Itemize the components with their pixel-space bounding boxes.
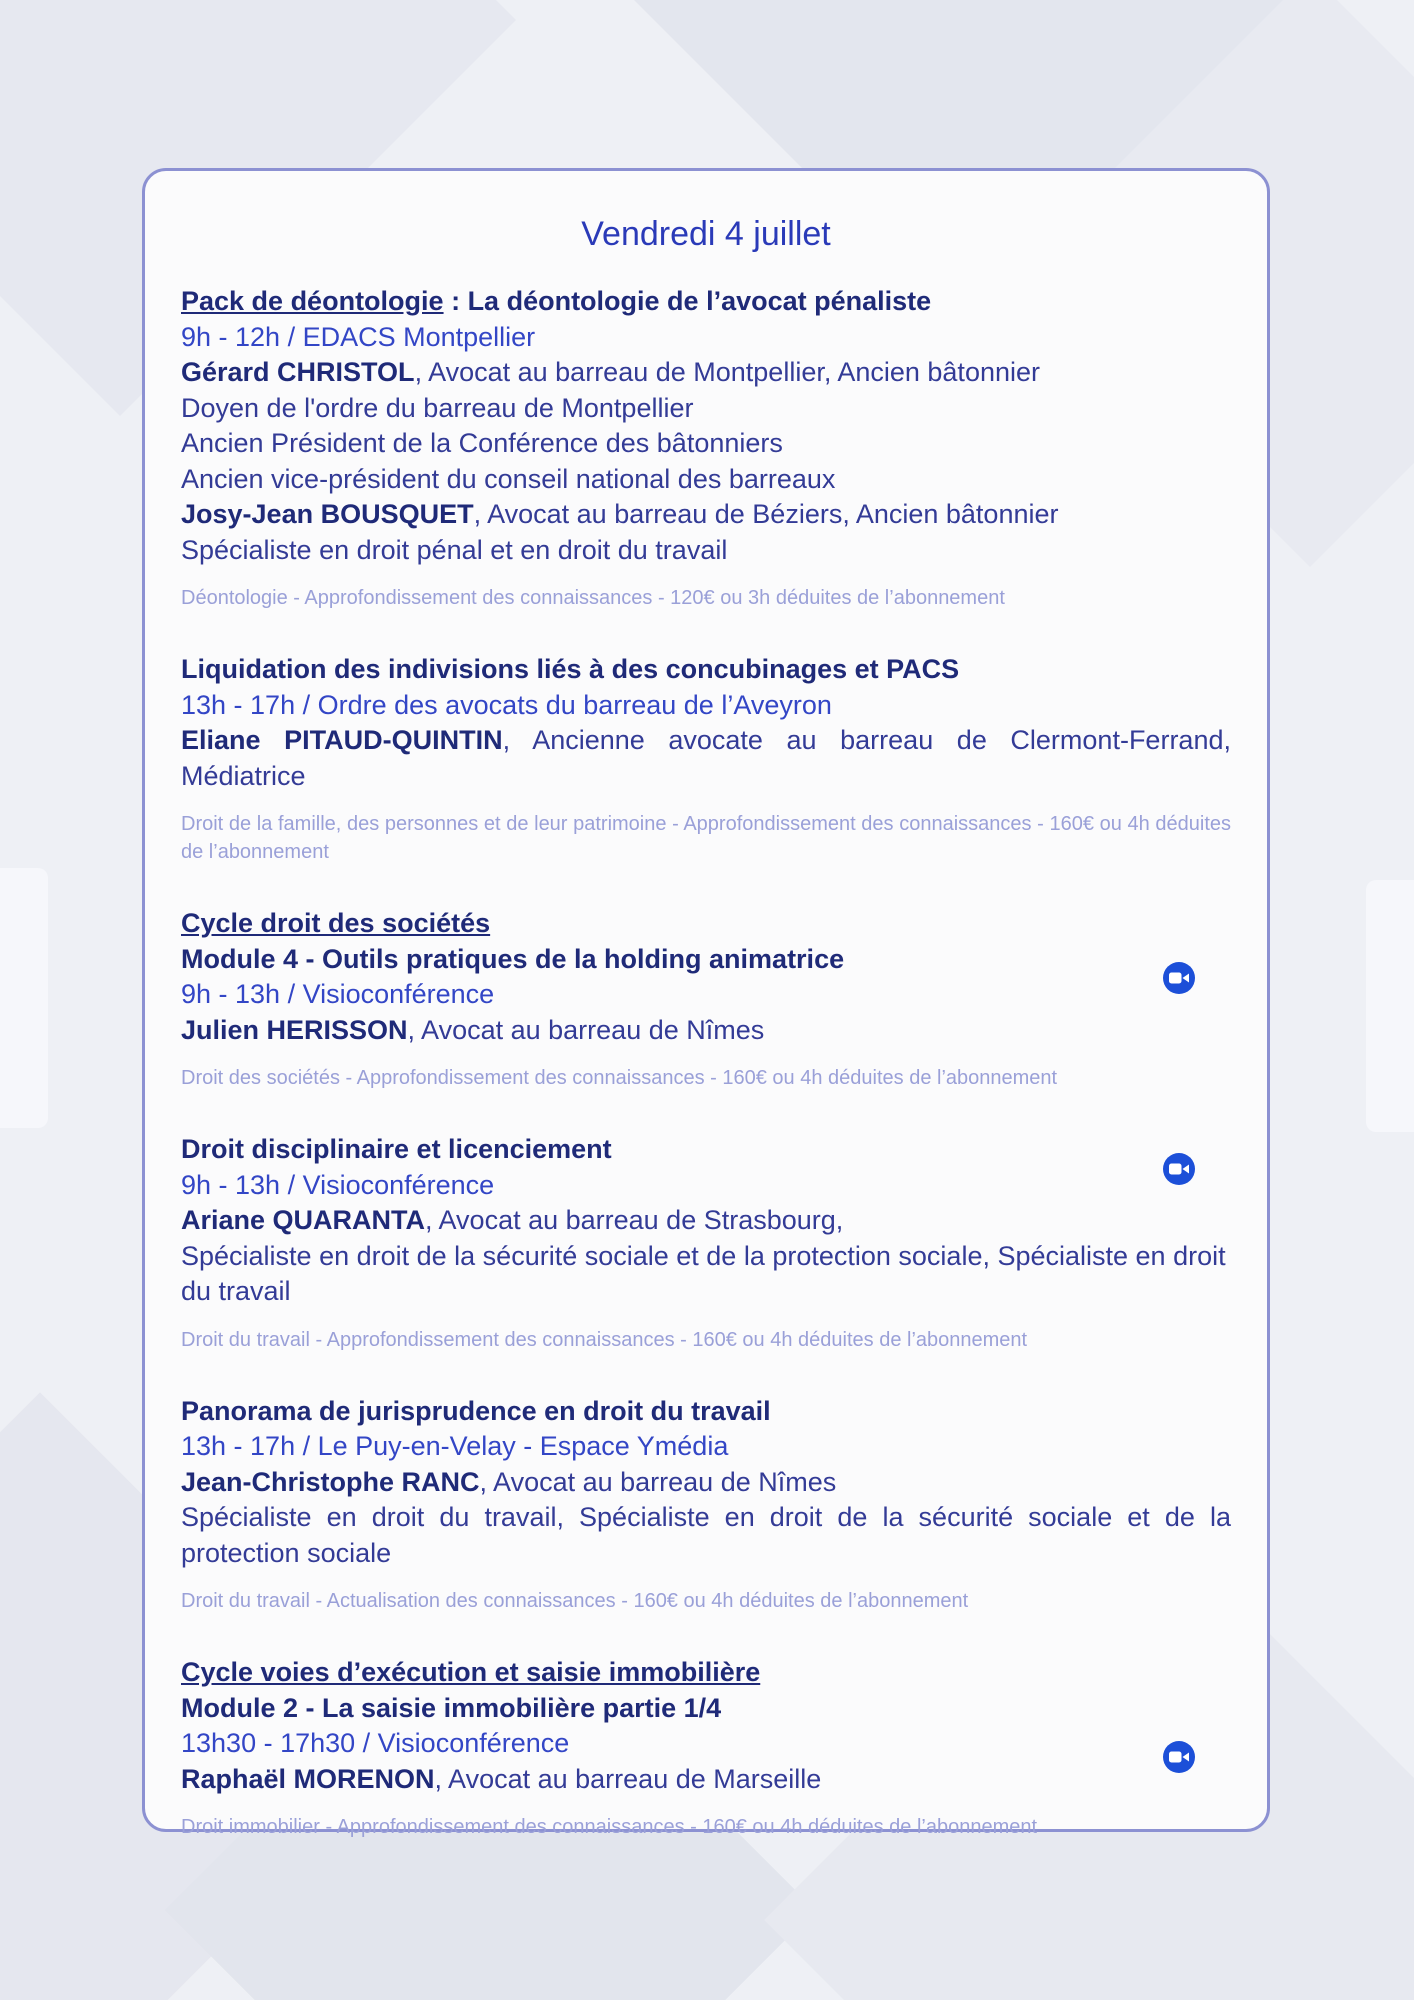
time-place: 9h - 13h / Visioconférence xyxy=(181,1169,495,1200)
session-title: Liquidation des indivisions liés à des concubinages et PACS xyxy=(181,654,960,684)
session-title: Module 2 - La saisie immobilière partie 1/4 xyxy=(181,1692,722,1723)
session-tag: Déontologie - Approfondissement des connaissances - 120€ ou 3h déduites de l’abonnement xyxy=(181,587,1005,609)
session-panorama xyxy=(181,1394,1231,1616)
right-side-tab xyxy=(1366,880,1414,1132)
session-deontologie xyxy=(181,284,1231,612)
time-place: 9h - 13h / Visioconférence xyxy=(181,979,495,1009)
speaker-line xyxy=(181,723,1231,794)
speaker-line xyxy=(181,497,1231,533)
speaker-role: , Avocat au barreau de Marseille xyxy=(434,1763,822,1794)
speaker-detail: Spécialiste en droit pénal et en droit du travail xyxy=(181,534,728,565)
speaker-name: Josy-Jean BOUSQUET xyxy=(181,499,474,529)
session-tag: Droit immobilier - Approfondissement des connaissances - 160€ ou 4h déduites de l’abonnement xyxy=(181,1816,1038,1838)
session-tag: Droit du travail - Approfondissement des connaissances - 160€ ou 4h déduites de l’abonnement xyxy=(181,1328,1028,1351)
session-title: Module 4 - Outils pratiques de la holding animatrice xyxy=(181,943,845,974)
title-separator: : xyxy=(443,286,468,316)
session-liquidation xyxy=(181,652,1231,866)
series-label: Cycle droit des sociétés xyxy=(181,908,491,938)
session-title: La déontologie de l’avocat pénaliste xyxy=(467,286,932,316)
session-tag: Droit des sociétés - Approfondissement des connaissances - 160€ ou 4h déduites de l’abonnement xyxy=(181,1067,1058,1089)
speaker-line xyxy=(181,355,1231,391)
speaker-role: , Avocat au barreau de Nîmes xyxy=(407,1014,765,1045)
session-societes xyxy=(181,906,1231,1092)
session-tag: Droit du travail - Actualisation des connaissances - 160€ ou 4h déduites de l’abonnement xyxy=(181,1590,969,1612)
speaker-detail: Ancien vice-président du conseil national des barreaux xyxy=(181,463,836,494)
speaker-detail: Ancien Président de la Conférence des bâtonniers xyxy=(181,428,783,458)
speaker-line xyxy=(181,1762,1231,1798)
speaker-line xyxy=(181,1465,1231,1501)
speaker-name: Julien HERISSON xyxy=(181,1014,408,1045)
speaker-detail: Spécialiste en droit de la sécurité sociale et de la protection sociale, Spécialiste en droit du travail xyxy=(181,1240,1226,1306)
series-label: Cycle voies d’exécution et saisie immobilière xyxy=(181,1657,761,1687)
speaker-name: Gérard CHRISTOL xyxy=(181,357,415,387)
speaker-role: , Avocat au barreau de Béziers, Ancien bâtonnier xyxy=(473,499,1059,529)
session-disciplinaire xyxy=(181,1132,1231,1354)
time-place: 13h - 17h / Ordre des avocats du barreau de l’Aveyron xyxy=(181,689,832,720)
time-place: 9h - 12h / EDACS Montpellier xyxy=(181,321,536,352)
speaker-role: , Avocat au barreau de Montpellier, Ancien bâtonnier xyxy=(414,357,1040,387)
session-title: Droit disciplinaire et licenciement xyxy=(181,1134,612,1164)
video-camera-icon xyxy=(1163,1153,1195,1185)
speaker-role: , Ancienne avocate au barreau de Clermont-Ferrand, Médiatrice xyxy=(181,725,1231,791)
session-tag: Droit de la famille, des personnes et de leur patrimoine - Approfondissement des connaissances - 160€ ou 4h déduites de l’abonnement xyxy=(181,813,1231,863)
session-saisie-immobiliere xyxy=(181,1655,1231,1841)
speaker-role: , Avocat au barreau de Nîmes xyxy=(479,1466,837,1497)
video-camera-icon xyxy=(1163,962,1195,994)
session-heading xyxy=(181,284,1231,320)
speaker-name: Raphaël MORENON xyxy=(181,1763,435,1794)
speaker-name: Jean-Christophe RANC xyxy=(181,1466,480,1497)
speaker-line xyxy=(181,1203,1231,1239)
speaker-role: , Avocat au barreau de Strasbourg, xyxy=(425,1205,844,1235)
series-label: Pack de déontologie xyxy=(181,286,444,316)
time-place: 13h30 - 17h30 / Visioconférence xyxy=(181,1728,570,1758)
speaker-detail: Spécialiste en droit du travail, Spécialiste en droit de la sécurité sociale et de la protection sociale xyxy=(181,1502,1231,1568)
video-camera-icon xyxy=(1163,1741,1195,1773)
speaker-detail: Doyen de l'ordre du barreau de Montpellier xyxy=(181,392,694,423)
day-title: Vendredi 4 juillet xyxy=(581,215,831,253)
session-title: Panorama de jurisprudence en droit du travail xyxy=(181,1395,771,1426)
schedule-card xyxy=(142,168,1270,1838)
left-side-tab xyxy=(0,868,48,1128)
speaker-line xyxy=(181,1013,1231,1049)
speaker-name: Ariane QUARANTA xyxy=(181,1205,426,1235)
speaker-name: Eliane PITAUD-QUINTIN xyxy=(181,725,503,755)
time-place: 13h - 17h / Le Puy-en-Velay - Espace Ymédia xyxy=(181,1431,729,1461)
